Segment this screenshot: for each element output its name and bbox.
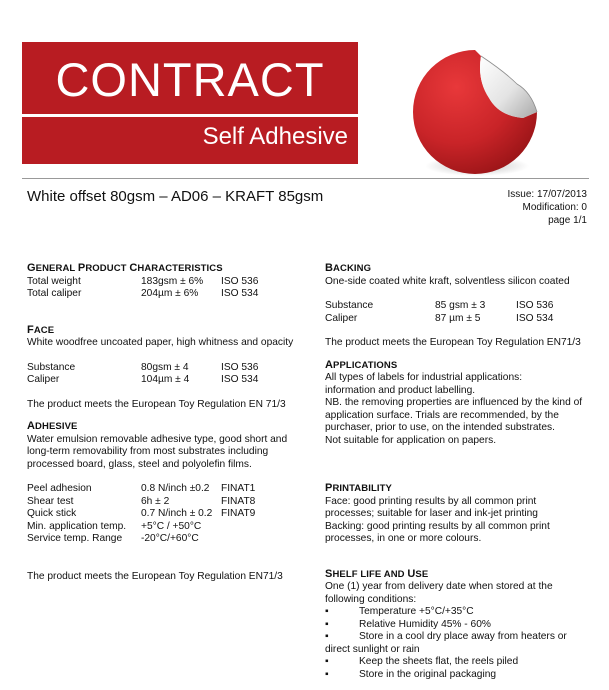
list-item: ▪ Store in a cool dry place away from heaters or bbox=[325, 631, 567, 642]
list-item: ▪ Keep the sheets flat, the reels piled bbox=[325, 656, 519, 667]
peeling-sticker-icon bbox=[405, 42, 545, 182]
bullet-icon: ▪ bbox=[325, 668, 329, 680]
modification: Modification: 0 bbox=[522, 202, 587, 213]
spec-row: Shear test 6h ± 2 FINAT8 bbox=[27, 495, 256, 507]
spec-row: Peel adhesion 0.8 N/inch ±0.2 FINAT1 bbox=[27, 483, 256, 494]
spec-row: Caliper 104µm ± 4 ISO 534 bbox=[27, 374, 259, 385]
backing-description: One-side coated white kraft, solventless silicon coated bbox=[325, 275, 570, 287]
spec-row: Caliper 87 µm ± 5 ISO 534 bbox=[325, 312, 554, 324]
face-description: White woodfree uncoated paper, high whitness and opacity bbox=[27, 337, 294, 348]
applications-line: purchaser, prior to use, on the intended substrates. bbox=[325, 422, 555, 433]
applications-line: All types of labels for industrial applications: bbox=[325, 372, 523, 383]
brand-subtitle: Self Adhesive bbox=[202, 123, 348, 150]
applications-line: information and product labelling. bbox=[325, 384, 476, 396]
shelf-life-heading: SHELF LIFE AND USE bbox=[325, 567, 429, 580]
adhesive-line: processed board, glass, steel and polyolefin films. bbox=[27, 458, 252, 470]
adhesive-heading: ADHESIVE bbox=[27, 420, 78, 432]
general-heading: GENERAL PRODUCT CHARACTERISTICS bbox=[27, 262, 223, 274]
applications-line: NB. the removing properties are influenced by the kind of bbox=[325, 397, 583, 408]
left-column bbox=[27, 262, 302, 583]
shelf-line: following conditions: bbox=[325, 593, 417, 605]
applications-heading: APPLICATIONS bbox=[325, 358, 398, 371]
printability-line: Face: good printing results by all common print bbox=[325, 495, 537, 507]
bullet-icon: ▪ bbox=[325, 631, 329, 642]
printability-line: Backing: good printing results by all common print bbox=[325, 520, 550, 532]
printability-line: processes; suitable for laser and ink-jet printing bbox=[325, 508, 538, 519]
backing-heading: BACKING bbox=[325, 262, 372, 274]
spec-row: Substance 80gsm ± 4 ISO 536 bbox=[27, 361, 259, 373]
document-meta bbox=[507, 188, 587, 227]
list-item: ▪ Temperature +5°C/+35°C bbox=[325, 606, 474, 617]
adhesive-line: Water emulsion removable adhesive type, good short and bbox=[27, 433, 288, 445]
face-toy-note: The product meets the European Toy Regulation EN 71/3 bbox=[27, 398, 286, 410]
spec-row: Total weight 183gsm ± 6% ISO 536 bbox=[27, 275, 259, 287]
spec-row: Service temp. Range -20°C/+60°C bbox=[27, 533, 199, 544]
adhesive-line: long-term removability from most substrates including bbox=[27, 446, 269, 457]
applications-line: application surface. Trials are recommended, by the bbox=[325, 409, 559, 421]
bullet-icon: ▪ bbox=[325, 618, 329, 630]
bullet-icon: ▪ bbox=[325, 656, 329, 667]
applications-line: Not suitable for application on papers. bbox=[325, 434, 497, 446]
list-item: ▪ Store in the original packaging bbox=[325, 668, 497, 680]
brand-divider bbox=[22, 114, 358, 117]
right-column bbox=[325, 262, 590, 681]
bullet-icon: ▪ bbox=[325, 606, 329, 617]
spec-row: Total caliper 204µm ± 6% ISO 534 bbox=[27, 288, 259, 299]
spec-row: Min. application temp. +5°C / +50°C bbox=[27, 520, 202, 532]
header-divider bbox=[22, 178, 589, 179]
brand-title: CONTRACT bbox=[55, 53, 325, 106]
list-item: ▪ Relative Humidity 45% - 60% bbox=[325, 618, 491, 630]
shelf-line: One (1) year from delivery date when stored at the bbox=[325, 581, 553, 592]
backing-toy-note: The product meets the European Toy Regulation EN71/3 bbox=[325, 337, 581, 348]
spec-row: Quick stick 0.7 N/inch ± 0.2 FINAT9 bbox=[27, 508, 256, 519]
issue-date: Issue: 17/07/2013 bbox=[507, 189, 587, 200]
face-heading: FACE bbox=[27, 323, 55, 336]
printability-line: processes, in one or more colours. bbox=[325, 533, 482, 544]
adhesive-toy-note: The product meets the European Toy Regulation EN71/3 bbox=[27, 570, 283, 582]
shelf-continuation: direct sunlight or rain bbox=[325, 643, 420, 655]
printability-heading: PRINTABILITY bbox=[325, 482, 392, 494]
spec-row: Substance 85 gsm ± 3 ISO 536 bbox=[325, 300, 554, 311]
document-title: White offset 80gsm – AD06 – KRAFT 85gsm bbox=[27, 188, 324, 205]
page-number: page 1/1 bbox=[548, 215, 587, 226]
brand-banner bbox=[22, 42, 358, 164]
